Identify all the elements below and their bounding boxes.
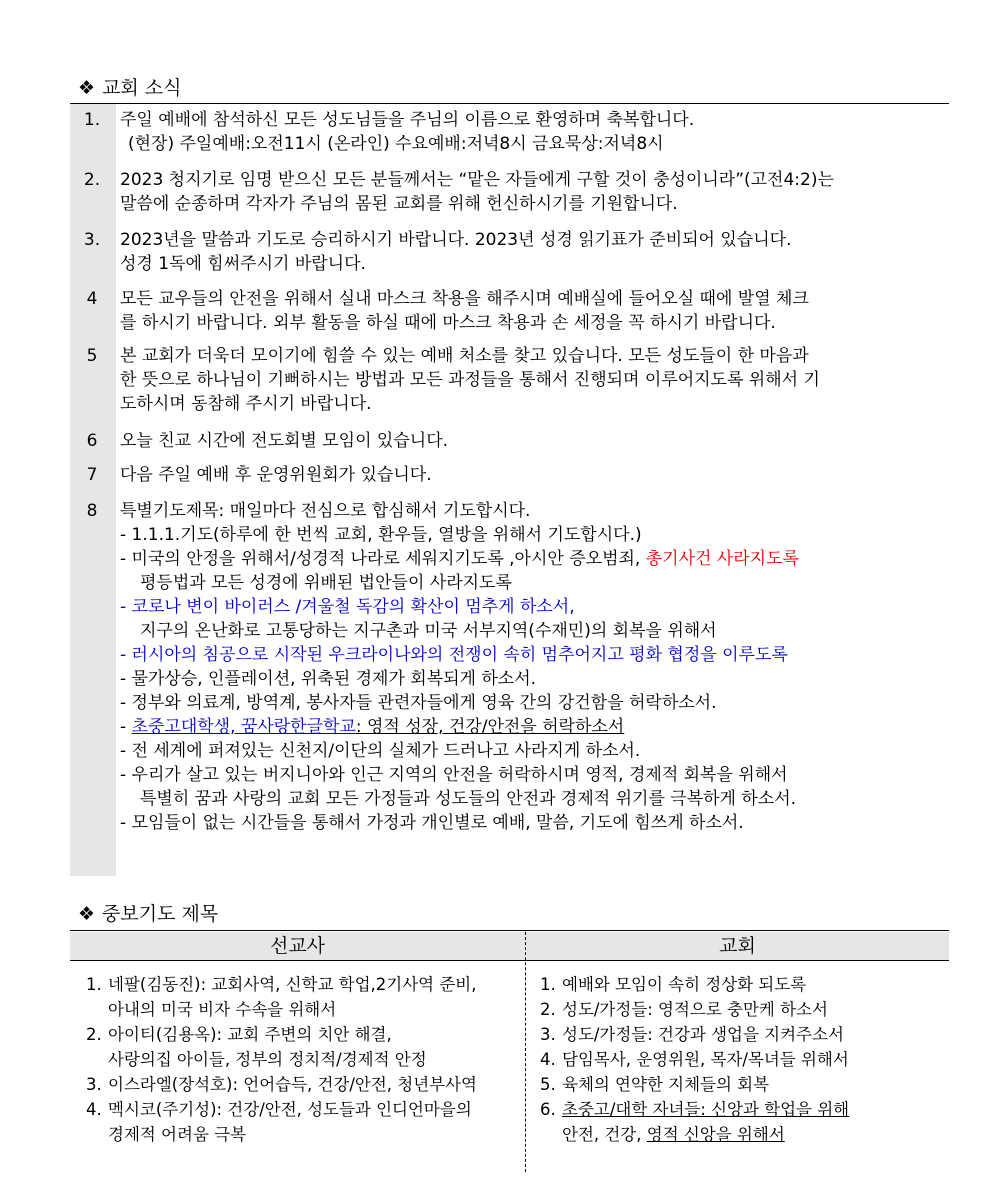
- item-number: 7: [86, 465, 98, 485]
- intercession-section-title: ❖ 중보기도 제목: [78, 903, 219, 925]
- column-header-church: 교회: [526, 932, 949, 960]
- diamond-bullet-icon: ❖: [78, 77, 96, 99]
- diamond-bullet-icon: ❖: [78, 903, 96, 925]
- list-item: 3. 성도/가정들: 건강과 생업을 지켜주소서: [540, 1025, 844, 1044]
- list-item: 4. 담임목사, 운영위원, 목자/목녀들 위해서: [540, 1050, 849, 1069]
- column-header-missionary: 선교사: [70, 932, 525, 960]
- item-number: 3.: [83, 230, 101, 250]
- news-section-title: ❖ 교회 소식: [78, 77, 182, 99]
- missionary-list: [86, 972, 522, 1147]
- prayer-highlight-blue: - 러시아의 침공으로 시작된 우크라이나와의 전쟁이 속히 멈추어지고 평화 협정을 이루도록: [120, 645, 788, 665]
- item-number: 6: [86, 431, 98, 451]
- list-item: 2. 아이티(김용옥): 교회 주변의 치안 해결, 사랑의집 아이들, 정부의 정치적/경제적 안정: [86, 1025, 427, 1069]
- list-item: 1. 네팔(김동진): 교회사역, 신학교 학업,2기사역 준비, 아내의 미국 비자 수속을 위해서: [86, 975, 477, 1019]
- table-top-rule: [70, 930, 949, 931]
- prayer-highlight-red: 총기사건 사라지도록: [645, 549, 799, 569]
- column-divider: [525, 932, 526, 1172]
- news-title-rule: [70, 103, 949, 104]
- prayer-title: 특별기도제목: 매일마다 전심으로 합심해서 기도합시다.: [120, 501, 531, 521]
- prayer-highlight-blue: - 코로나 변이 바이러스 /겨울철 독감의 확산이 멈추게 하소서,: [120, 597, 575, 617]
- list-item: 4. 멕시코(주기성): 건강/안전, 성도들과 인디언마을의 경제적 어려움 극복: [86, 1100, 472, 1144]
- church-list: [540, 972, 945, 1147]
- item-number: 4: [86, 289, 98, 309]
- item-number: 8: [86, 501, 98, 521]
- list-item: 2. 성도/가정들: 영적으로 충만케 하소서: [540, 1000, 828, 1019]
- table-header-rule: [70, 960, 949, 961]
- item-number: 5: [86, 346, 98, 366]
- item-number: 2.: [83, 170, 101, 190]
- item-number: 1.: [83, 110, 101, 130]
- list-item: 3. 이스라엘(장석호): 언어습득, 건강/안전, 청년부사역: [86, 1075, 477, 1094]
- list-item: 1. 예배와 모임이 속히 정상화 되도록: [540, 975, 807, 994]
- prayer-highlight-underline: 초중고대학생, 꿈사랑한글학교: [131, 717, 356, 737]
- list-item: 6. 초중고/대학 자녀들: 신앙과 학업을 위해 안전, 건강, 영적 신앙을 위해서: [540, 1100, 850, 1144]
- news-number-column: [70, 104, 116, 876]
- list-item: 5. 육체의 연약한 지체들의 회복: [540, 1075, 770, 1094]
